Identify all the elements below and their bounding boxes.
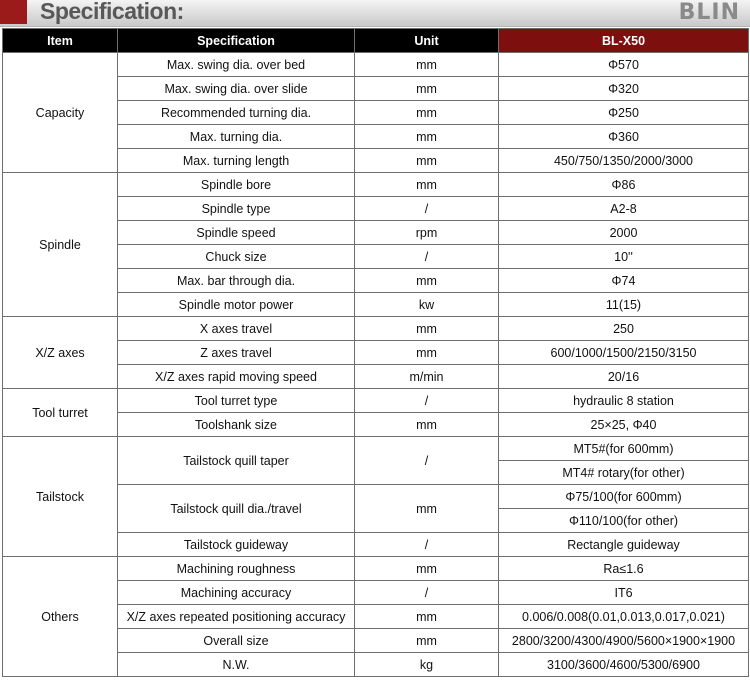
spec-unit: kg [355,653,499,677]
spec-unit: mm [355,125,499,149]
column-header-specification: Specification [118,29,355,53]
spec-value: Φ110/100(for other) [499,509,749,533]
specification-table [2,28,749,677]
spec-unit: / [355,245,499,269]
spec-value: Φ74 [499,269,749,293]
table-row [3,557,749,581]
spec-name: Spindle bore [118,173,355,197]
column-header-model: BL-X50 [499,29,749,53]
spec-value: 2000 [499,221,749,245]
spec-unit: kw [355,293,499,317]
spec-unit: mm [355,149,499,173]
spec-unit: mm [355,269,499,293]
spec-name: Chuck size [118,245,355,269]
spec-name: Tailstock quill taper [118,437,355,485]
spec-name: Toolshank size [118,413,355,437]
header-banner [0,0,750,27]
brand-logo: BLIN [678,0,740,25]
spec-unit: mm [355,413,499,437]
spec-value: 2800/3200/4300/4900/5600×1900×1900 [499,629,749,653]
spec-name: Max. bar through dia. [118,269,355,293]
spec-value: MT5#(for 600mm) [499,437,749,461]
spec-value: 250 [499,317,749,341]
spec-value: 3100/3600/4600/5300/6900 [499,653,749,677]
spec-value: 11(15) [499,293,749,317]
spec-name: Machining accuracy [118,581,355,605]
spec-value: 0.006/0.008(0.01,0.013,0.017,0.021) [499,605,749,629]
table-header-row [3,29,749,53]
group-label: Spindle [3,173,118,317]
table-row [3,437,749,461]
group-label: Others [3,557,118,677]
page-title: Specification: [40,0,184,24]
group-label: X/Z axes [3,317,118,389]
spec-value: Φ570 [499,53,749,77]
spec-unit: mm [355,485,499,533]
spec-unit: mm [355,629,499,653]
spec-value: Φ75/100(for 600mm) [499,485,749,509]
spec-unit: m/min [355,365,499,389]
spec-name: X axes travel [118,317,355,341]
spec-value: Rectangle guideway [499,533,749,557]
spec-name: Max. turning length [118,149,355,173]
spec-name: Spindle type [118,197,355,221]
spec-value: 25×25, Φ40 [499,413,749,437]
group-label: Tool turret [3,389,118,437]
spec-name: Machining roughness [118,557,355,581]
spec-value: 450/750/1350/2000/3000 [499,149,749,173]
table-row [3,317,749,341]
table-row [3,389,749,413]
spec-unit: / [355,437,499,485]
spec-name: Tool turret type [118,389,355,413]
spec-value: 20/16 [499,365,749,389]
spec-unit: / [355,389,499,413]
spec-name: Spindle motor power [118,293,355,317]
spec-unit: rpm [355,221,499,245]
spec-name: Max. swing dia. over slide [118,77,355,101]
spec-value: 10'' [499,245,749,269]
spec-value: A2-8 [499,197,749,221]
table-row [3,173,749,197]
spec-name: X/Z axes rapid moving speed [118,365,355,389]
spec-value: 600/1000/1500/2150/3150 [499,341,749,365]
spec-unit: / [355,533,499,557]
spec-unit: mm [355,77,499,101]
spec-unit: mm [355,317,499,341]
spec-value: Φ360 [499,125,749,149]
spec-unit: / [355,197,499,221]
spec-value: hydraulic 8 station [499,389,749,413]
spec-name: Max. turning dia. [118,125,355,149]
spec-unit: mm [355,605,499,629]
group-label: Tailstock [3,437,118,557]
spec-unit: / [355,581,499,605]
spec-value: Φ320 [499,77,749,101]
spec-name: X/Z axes repeated positioning accuracy [118,605,355,629]
header-accent-block [0,0,27,24]
spec-value: Ra≤1.6 [499,557,749,581]
column-header-unit: Unit [355,29,499,53]
table-body [3,53,749,677]
spec-value: MT4# rotary(for other) [499,461,749,485]
spec-name: Recommended turning dia. [118,101,355,125]
spec-unit: mm [355,557,499,581]
spec-unit: mm [355,101,499,125]
table-row [3,53,749,77]
spec-name: Tailstock guideway [118,533,355,557]
group-label: Capacity [3,53,118,173]
spec-name: Overall size [118,629,355,653]
spec-name: Z axes travel [118,341,355,365]
spec-name: Tailstock quill dia./travel [118,485,355,533]
spec-unit: mm [355,53,499,77]
spec-value: Φ250 [499,101,749,125]
spec-name: Spindle speed [118,221,355,245]
spec-value: IT6 [499,581,749,605]
column-header-item: Item [3,29,118,53]
spec-unit: mm [355,341,499,365]
spec-unit: mm [355,173,499,197]
spec-name: N.W. [118,653,355,677]
spec-value: Φ86 [499,173,749,197]
spec-name: Max. swing dia. over bed [118,53,355,77]
